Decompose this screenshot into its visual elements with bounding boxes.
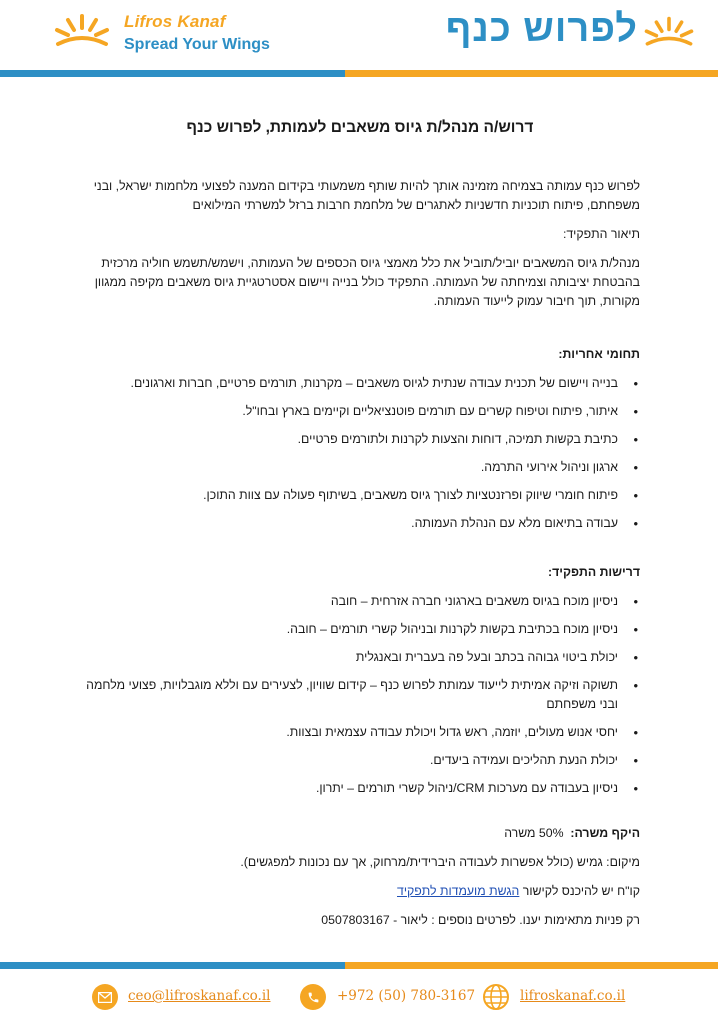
footer-email-link[interactable]: ceo@lifroskanaf.co.il xyxy=(128,988,271,1004)
list-item: • פיתוח חומרי שיווק ופרזנטציות לצורך גיוס משאבים, בשיתוף פעולה עם צוות התוכן. xyxy=(80,486,618,505)
list-item: • יכולת הנעת תהליכים ועמידה ביעדים. xyxy=(80,751,618,770)
requirements-title: דרישות התפקיד: xyxy=(548,565,640,579)
list-item: • עבודה בתיאום מלא עם הנהלת העמותה. xyxy=(80,514,618,533)
responsibilities-title: תחומי אחריות: xyxy=(558,347,640,361)
list-item: • יכולת ביטוי גבוהה בכתב ובעל פה בעברית ובאנגלית xyxy=(80,648,618,667)
apply-link[interactable]: הגשת מועמדות לתפקיד xyxy=(397,884,520,898)
responsibilities-list xyxy=(80,374,640,533)
contact-info: רק פניות מתאימות יענו. לפרטים נוספים : ליאור - 0507803167 xyxy=(321,913,640,927)
list-item: • ארגון וניהול אירועי התרמה. xyxy=(80,458,618,477)
phone-icon xyxy=(300,984,326,1010)
sun-logo-icon xyxy=(52,12,112,52)
globe-icon xyxy=(482,983,510,1011)
footer-phone: +972 (50) 780-3167 xyxy=(337,988,476,1004)
requirements-list xyxy=(80,592,640,798)
list-item: • ניסיון מוכח בגיוס משאבים בארגוני חברה אזרחית – חובה xyxy=(80,592,618,611)
list-item: • יחסי אנוש מעולים, יוזמה, ראש גדול ויכולת עבודה עצמאית ובצוות. xyxy=(80,723,618,742)
brand-name-he: לפרוש כנף xyxy=(445,8,638,50)
job-scope-value: 50% משרה xyxy=(504,826,564,840)
footer-divider-blue xyxy=(0,962,345,969)
list-item: • ניסיון מוכח בכתיבת בקשות לקרנות ובניהול קשרי תורמים – חובה. xyxy=(80,620,618,639)
job-scope-label: היקף משרה: xyxy=(570,826,640,840)
page-header xyxy=(0,0,718,80)
job-scope xyxy=(80,824,640,843)
page-title: דרוש/ה מנהל/ת גיוס משאבים לעמותת, לפרוש כנף xyxy=(186,119,534,136)
footer-divider-orange xyxy=(345,962,718,969)
list-item: • תשוקה וזיקה אמיתית לייעוד עמותת לפרוש כנף – קידום שוויון, לצעירים עם וללא מוגבלויות, פצועי מלחמה ובני משפחתם xyxy=(80,676,618,714)
list-item: • כתיבת בקשות תמיכה, דוחות והצעות לקרנות ולתורמים פרטיים. xyxy=(80,430,618,449)
location: מיקום: גמיש (כולל אפשרות לעבודה היברידית/מרחוק, אך עם נכונות למפגשים). xyxy=(240,855,640,869)
role-description: מנהל/ת גיוס המשאבים יוביל/תוביל את כלל מאמצי גיוס הכספים של העמותה, וישמש/תשמש חוליה מרכזית בהבטחת יציבותה וצמיחתה של העמותה. התפקיד כולל בנייה ויישום אסטרטגיית גיוס משאבים מקיפה ממגוון מקורות, תוך חיבור עמוק לייעוד העמותה. xyxy=(94,256,640,308)
email-icon xyxy=(92,984,118,1010)
header-divider-orange xyxy=(345,70,718,77)
header-divider-blue xyxy=(0,70,345,77)
role-description-label: תיאור התפקיד: xyxy=(562,227,640,241)
sun-logo-icon xyxy=(642,14,696,52)
intro-paragraph: לפרוש כנף עמותה בצמיחה מזמינה אותך להיות שותף משמעותי בקידום המענה לפצועי מלחמות ישראל, ובני משפחתם, פיתוח תוכניות חדשניות לאתגרים של מלחמת חרבות ברזל למשרתי המילואים xyxy=(93,179,640,212)
list-item: • בנייה ויישום של תכנית עבודה שנתית לגיוס משאבים – מקרנות, תורמים פרטיים, חברות וארגונים. xyxy=(80,374,618,393)
brand-english xyxy=(124,12,270,54)
list-item: • ניסיון בעבודה עם מערכות CRM/ניהול קשרי תורמים – יתרון. xyxy=(80,779,618,798)
document-body xyxy=(80,110,640,940)
page-footer xyxy=(0,975,718,1020)
cv-instructions-text: קו"ח יש להיכנס לקישור xyxy=(522,884,640,898)
brand-slogan-en: Spread Your Wings xyxy=(124,36,270,53)
brand-name-en: Lifros Kanaf xyxy=(124,12,226,31)
footer-website-link[interactable]: lifroskanaf.co.il xyxy=(520,988,626,1004)
cv-instructions xyxy=(80,882,640,901)
list-item: • איתור, פיתוח וטיפוח קשרים עם תורמים פוטנציאליים וקיימים בארץ ובחו"ל. xyxy=(80,402,618,421)
